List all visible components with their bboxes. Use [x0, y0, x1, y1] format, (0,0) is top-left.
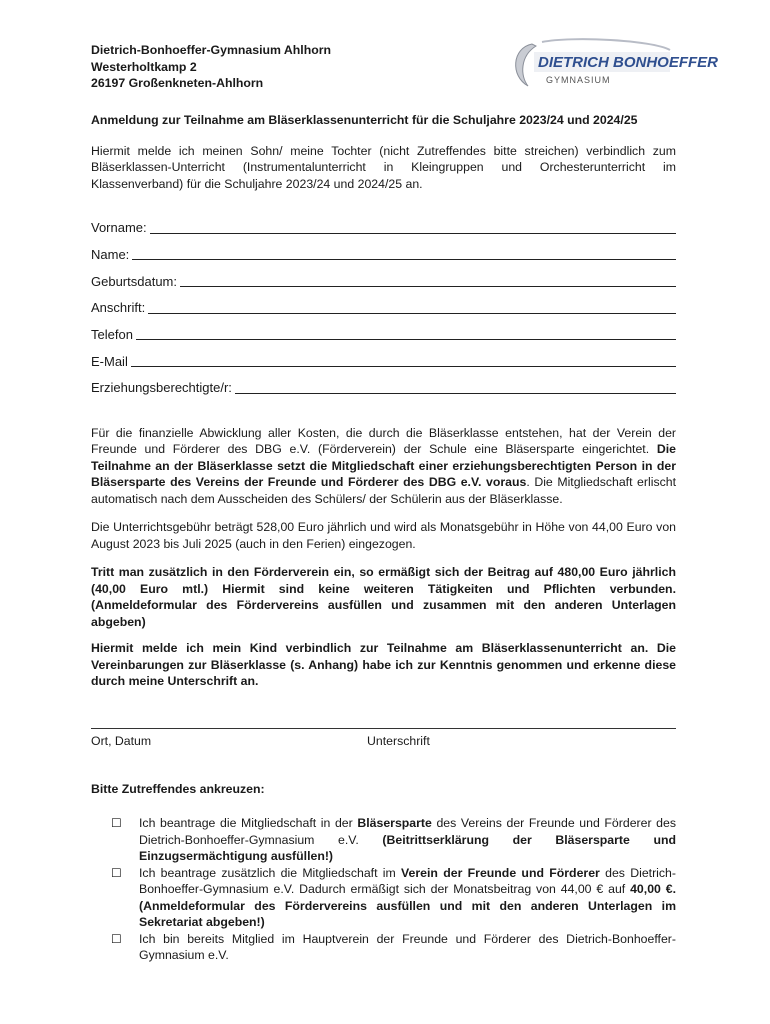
checkbox[interactable]: ☐	[111, 931, 122, 946]
signature-line[interactable]	[91, 728, 676, 729]
membership-requirement: Die Teilnahme an der Bläserklasse setzt die Mitgliedschaft einer erziehungsberechtigten Person in der Bläsersparte des Vereins der Freunde und Förderer des DBG e.V. voraus	[91, 442, 676, 490]
signature-labels	[91, 733, 676, 751]
field-label: Telefon	[91, 326, 133, 342]
logo-text: DIETRICH BONHOEFFER	[538, 54, 718, 71]
registration-form	[91, 42, 718, 964]
finance-text: Für die finanzielle Abwicklung aller Kosten, die durch die Bläserklasse entstehen, hat der Verein der Freunde und Förderer des DBG e.V. (Förderverein) der Schule eine Bläsersparte eingerichtet.	[91, 425, 676, 457]
field-name[interactable]	[91, 237, 676, 264]
discount-paragraph: Tritt man zusätzlich in den Förderverein ein, so ermäßigt sich der Beitrag auf 480,00 Euro jährlich (40,00 Euro mtl.) Hiermit sind keine weiteren Tätigkeiten und Pflichten verbunden. (Anmeldeformular des Fördervereins ausfüllen und zusammen mit den anderen Unterlagen abgeben)	[91, 565, 676, 629]
fill-line[interactable]	[235, 380, 676, 394]
school-logo	[502, 36, 718, 94]
item-bold: Bläsersparte	[357, 816, 432, 831]
signature-label: Unterschrift	[367, 733, 430, 748]
checklist	[91, 815, 676, 964]
fill-line[interactable]	[136, 326, 676, 340]
logo-subtext: GYMNASIUM	[546, 75, 611, 85]
checklist-text	[139, 815, 676, 865]
field-label: Vorname:	[91, 220, 147, 236]
fill-line[interactable]	[131, 353, 676, 367]
student-fields	[91, 210, 676, 397]
item-text: Ich bin bereits Mitglied im Hauptverein der Freunde und Förderer des Dietrich-Bonhoeffer-Gymnasium e.V.	[139, 931, 676, 963]
item-text: des Dietrich-Bonhoeffer-Gymnasium e.V. Dadurch ermäßigt sich der Monatsbeitrag von 44,00 € auf	[139, 865, 676, 897]
fee-paragraph: Die Unterrichtsgebühr beträgt 528,00 Euro jährlich und wird als Monatsgebühr in Höhe von 44,00 Euro von August 2023 bis Juli 2025 (auch in den Ferien) eingezogen.	[91, 520, 676, 551]
item-bold: (Beitrittserklärung der Bläsersparte und Einzugsermächtigung ausfüllen!)	[139, 832, 676, 864]
checklist-item	[111, 865, 676, 931]
declaration-paragraph: Hiermit melde ich mein Kind verbindlich zur Teilnahme am Bläserklassenunterricht an. Die Vereinbarungen zur Bläserklasse (s. Anhang) habe ich zur Kenntnis genommen und erkenne diese durch meine Unterschrift an.	[91, 641, 676, 689]
field-telefon[interactable]	[91, 317, 676, 344]
letterhead	[91, 42, 718, 98]
address-line: 26197 Großenkneten-Ahlhorn	[91, 76, 264, 90]
address-line: Westerholtkamp 2	[91, 59, 197, 74]
field-email[interactable]	[91, 343, 676, 370]
field-label: Name:	[91, 246, 130, 262]
item-text: des Vereins der Freunde und Förderer des Dietrich-Bonhoeffer-Gymnasium e.V.	[139, 816, 676, 847]
finance-text-end: . Die Mitgliedschaft erlischt automatisch nach dem Ausscheiden des Schülers/ der Schülerin aus der Bläserklasse.	[91, 475, 677, 506]
intro-text: Hiermit melde ich meinen Sohn/ meine Tochter (nicht Zutreffendes bitte streichen) verbindlich zum Bläserklassen-Unterricht (Instrumentalunterricht in Kleingruppen und Orchesterunterricht im Klassenverband) für die Schuljahre 2023/24 und 2024/25 an.	[91, 143, 676, 191]
checklist-item	[111, 931, 676, 964]
checklist-text	[139, 865, 676, 931]
field-geburtsdatum[interactable]	[91, 263, 676, 290]
item-bold: Verein der Freunde und Förderer	[401, 865, 600, 880]
field-anschrift[interactable]	[91, 290, 676, 317]
checkbox[interactable]: ☐	[111, 816, 122, 831]
address-line: Dietrich-Bonhoeffer-Gymnasium Ahlhorn	[91, 43, 332, 57]
field-label: Geburtsdatum:	[91, 273, 177, 289]
item-bold: 40,00 €. (Anmeldeformular des Fördervereins ausfüllen und mit den anderen Unterlagen im Sekretariat abgeben!)	[139, 882, 676, 930]
checkbox[interactable]: ☐	[111, 865, 122, 880]
form-title: Anmeldung zur Teilnahme am Bläserklassenunterricht für die Schuljahre 2023/24 und 2024/25	[91, 113, 638, 127]
item-text: Ich beantrage die Mitgliedschaft in der	[139, 816, 358, 831]
checklist-item	[111, 815, 676, 865]
item-text: Ich beantrage zusätzlich die Mitgliedschaft im	[139, 865, 402, 880]
checklist-heading: Bitte Zutreffendes ankreuzen:	[91, 781, 265, 796]
finance-paragraph	[91, 425, 676, 508]
fill-line[interactable]	[150, 220, 676, 234]
field-label: E-Mail	[91, 353, 128, 369]
checklist-text	[139, 931, 676, 964]
field-erziehungsberechtigte[interactable]	[91, 370, 676, 397]
field-vorname[interactable]	[91, 210, 676, 237]
field-label: Erziehungsberechtigte/r:	[91, 380, 232, 396]
fill-line[interactable]	[148, 300, 676, 314]
fill-line[interactable]	[132, 246, 676, 260]
fill-line[interactable]	[180, 273, 676, 287]
field-label: Anschrift:	[91, 300, 146, 316]
place-date-label: Ort, Datum	[91, 733, 152, 748]
